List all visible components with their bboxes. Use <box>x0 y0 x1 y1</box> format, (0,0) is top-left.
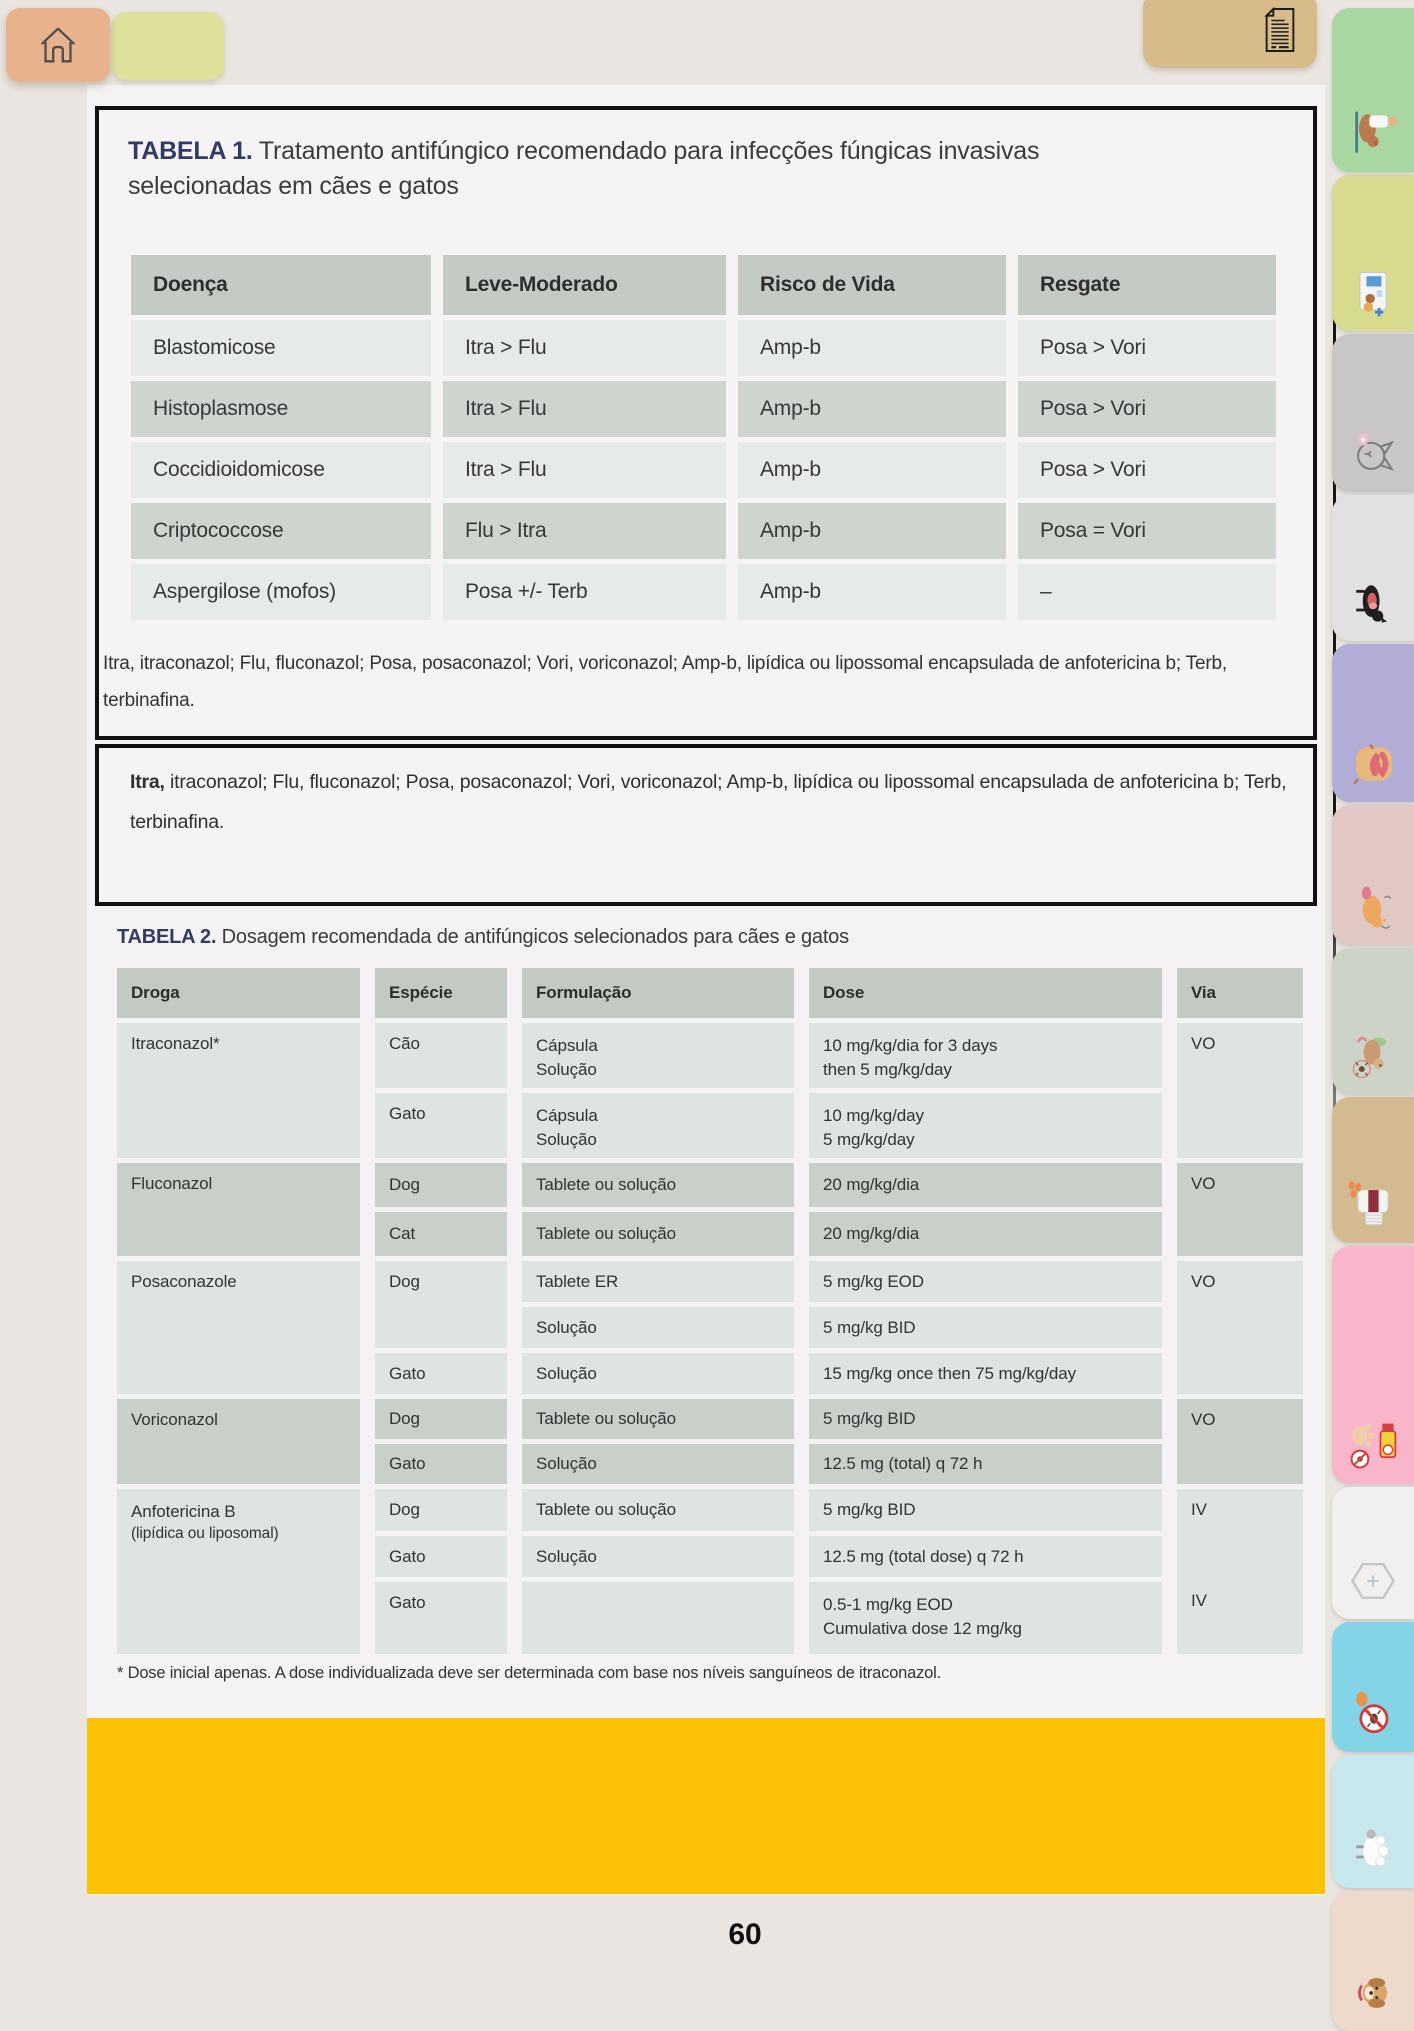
t2-cell-species: Dog <box>375 1163 507 1207</box>
table1-cell: Coccidioidomicose <box>131 442 431 498</box>
t2-cell-formulation: Solução <box>522 1536 794 1577</box>
possum-and-tick-illustration <box>1345 1028 1401 1084</box>
sidebar-tab-cat-sketch[interactable] <box>1332 334 1414 492</box>
t2-cell-formulation: Tablete ou solução <box>522 1163 794 1207</box>
table2-group-anfotericina <box>117 1489 1303 1654</box>
sidebar-tab-dog-anatomy[interactable] <box>1332 495 1414 641</box>
t2-cell-dose: 15 mg/kg once then 75 mg/kg/day <box>809 1353 1162 1394</box>
table1-cell: Amp-b <box>738 320 1006 376</box>
table2-header-formulation: Formulação <box>522 968 794 1018</box>
t2-cell-route: IV IV <box>1177 1489 1303 1654</box>
table1-cell: Amp-b <box>738 442 1006 498</box>
t2-cell-species: Cão <box>375 1023 507 1088</box>
t2-cell-dose: 5 mg/kg BID <box>809 1399 1162 1439</box>
table1-title-label: TABELA 1. <box>128 137 253 165</box>
no-flea-sign-illustration <box>1345 1686 1401 1742</box>
table2-group-posaconazole <box>117 1261 1303 1394</box>
t2-cell-drug: Itraconazol* <box>117 1023 360 1158</box>
sidebar-tab-cat-hairball[interactable] <box>1332 805 1414 945</box>
t2-cell-drug: Fluconazol <box>117 1163 360 1256</box>
table1-cell: Histoplasmose <box>131 381 431 437</box>
table1-cell: Amp-b <box>738 564 1006 620</box>
cat-hairball-illustration <box>1345 879 1401 935</box>
t2-cell-species: Gato <box>375 1582 507 1654</box>
t2-cell-species: Dog <box>375 1489 507 1531</box>
table2-header-route: Via <box>1177 968 1303 1018</box>
yellow-highlight-block <box>87 1718 1325 1894</box>
table1-header-risk: Risco de Vida <box>738 255 1006 315</box>
table1-cell: Flu > Itra <box>443 503 726 559</box>
t2-cell-dose: 10 mg/kg/day 5 mg/kg/day <box>809 1093 1162 1158</box>
bookmark-tab-button[interactable] <box>112 12 224 80</box>
table1-cell: Posa > Vori <box>1018 320 1276 376</box>
table1-title-text: Tratamento antifúngico recomendado para infecções fúngicas invasivas selecionadas em cães e gatos <box>128 137 1040 200</box>
table1-header-mild: Leve-Moderado <box>443 255 726 315</box>
t2-cell-route: VO <box>1177 1399 1303 1484</box>
table2-header-drug: Droga <box>117 968 360 1018</box>
table2-header-species: Espécie <box>375 968 507 1018</box>
t2-cell-formulation: Cápsula Solução <box>522 1093 794 1158</box>
t2-cell-dose: 12.5 mg (total) q 72 h <box>809 1444 1162 1484</box>
table2-footnote: * Dose inicial apenas. A dose individualizada deve ser determinada com base nos níveis sanguíneos de itraconazol. <box>117 1664 942 1682</box>
t2-cell-formulation: Solução <box>522 1307 794 1348</box>
t2-cell-species: Gato <box>375 1536 507 1577</box>
table1-footnote: Itra, itraconazol; Flu, fluconazol; Posa, posaconazol; Vori, voriconazol; Amp-b, lipídica ou lipossomal encapsulada de anfotericina b; Terb, terbinafina. <box>103 653 1227 711</box>
sidebar-tab-possum-tick[interactable] <box>1332 948 1414 1094</box>
table1-cell: Posa +/- Terb <box>443 564 726 620</box>
t2-cell-species: Gato <box>375 1444 507 1484</box>
table1-cell: – <box>1018 564 1276 620</box>
document-icon <box>1259 4 1301 56</box>
table2-group-itraconazol <box>117 1023 1303 1158</box>
t2-cell-drug: Anfotericina B (lipídica ou liposomal) <box>117 1489 360 1654</box>
home-button[interactable] <box>6 8 110 82</box>
t2-cell-formulation: Solução <box>522 1353 794 1394</box>
t2-cell-dose: 5 mg/kg EOD <box>809 1261 1162 1302</box>
t2-cell-species: Cat <box>375 1212 507 1256</box>
t2-cell-formulation: Tablete ou solução <box>522 1399 794 1439</box>
vet-clinic-illustration <box>1345 265 1401 321</box>
table2-title-text: Dosagem recomendada de antifúngicos selecionados para cães e gatos <box>216 926 849 948</box>
t2-cell-route: VO <box>1177 1261 1303 1394</box>
t2-cell-dose: 5 mg/kg BID <box>809 1489 1162 1531</box>
t2-cell-species: Dog <box>375 1261 507 1348</box>
t2-cell-species: Gato <box>375 1353 507 1394</box>
table2-group-voriconazol <box>117 1399 1303 1484</box>
t2-cell-formulation: Tablete ou solução <box>522 1212 794 1256</box>
intestines-illustration <box>1345 736 1401 792</box>
table2-header-row <box>117 968 1303 1018</box>
t2-cell-formulation: Tablete ER <box>522 1261 794 1302</box>
sheep-illustration <box>1345 1822 1401 1878</box>
t2-cell-dose: 0.5-1 mg/kg EOD Cumulativa dose 12 mg/kg <box>809 1582 1162 1654</box>
table1-cell: Posa = Vori <box>1018 503 1276 559</box>
sidebar-tab-dog-vet[interactable] <box>1332 8 1414 172</box>
table1-cell: Itra > Flu <box>443 320 726 376</box>
table1-header-disease: Doença <box>131 255 431 315</box>
sidebar-tabs <box>1344 8 1414 2031</box>
table1-cell: Criptococcose <box>131 503 431 559</box>
t2-cell-formulation: Solução <box>522 1444 794 1484</box>
t2-cell-formulation: Cápsula Solução <box>522 1023 794 1088</box>
table2-group-fluconazol <box>117 1163 1303 1256</box>
t2-cell-route-secondary: IV <box>1191 1591 1207 1610</box>
hexagon-badge-illustration <box>1345 1553 1401 1609</box>
table1-cell: Amp-b <box>738 381 1006 437</box>
sidebar-tab-sheep[interactable] <box>1332 1755 1414 1888</box>
sidebar-tab-vet-clinic[interactable] <box>1332 175 1414 331</box>
ointment-and-paw-illustration <box>1345 1418 1401 1474</box>
t2-cell-dose: 20 mg/kg/dia <box>809 1163 1162 1207</box>
t2-cell-route: VO <box>1177 1163 1303 1256</box>
pill-bottle-illustration <box>1345 1177 1401 1233</box>
puppy-illustration <box>1345 1965 1401 2021</box>
table1-cell: Itra > Flu <box>443 381 726 437</box>
notes-button[interactable] <box>1143 0 1317 68</box>
table1-header-rescue: Resgate <box>1018 255 1276 315</box>
table2-title <box>117 926 849 949</box>
note-body: itraconazol; Flu, fluconazol; Posa, posaconazol; Vori, voriconazol; Amp-b, lipídica ou lipossomal encapsulada de anfotericina b; Terb, terbinafina. <box>130 771 1287 833</box>
table2-header-dose: Dose <box>809 968 1162 1018</box>
page-number: 60 <box>728 1918 762 1951</box>
table1-cell: Itra > Flu <box>443 442 726 498</box>
sidebar-tab-intestines[interactable] <box>1332 644 1414 802</box>
t2-cell-dose: 20 mg/kg/dia <box>809 1212 1162 1256</box>
t2-cell-dose: 12.5 mg (total dose) q 72 h <box>809 1536 1162 1577</box>
t2-cell-species: Gato <box>375 1093 507 1158</box>
table1 <box>131 255 1276 620</box>
sidebar-tab-no-flea[interactable] <box>1332 1622 1414 1752</box>
table1-cell: Amp-b <box>738 503 1006 559</box>
dog-anatomy-illustration <box>1345 575 1401 631</box>
note-text <box>130 762 1300 842</box>
home-icon <box>35 22 81 68</box>
table1-cell: Aspergilose (mofos) <box>131 564 431 620</box>
sidebar-tab-puppy[interactable] <box>1332 1891 1414 2031</box>
t2-cell-dose: 10 mg/kg/dia for 3 days then 5 mg/kg/day <box>809 1023 1162 1088</box>
table1-title <box>128 134 1048 204</box>
sidebar-tab-pill-bottle[interactable] <box>1332 1097 1414 1243</box>
table2-title-label: TABELA 2. <box>117 926 217 948</box>
t2-cell-drug: Posaconazole <box>117 1261 360 1394</box>
t2-cell-formulation: Tablete ou solução <box>522 1489 794 1531</box>
table2 <box>117 968 1303 1659</box>
note-lead: Itra, <box>130 771 165 793</box>
dog-with-vet-illustration <box>1345 106 1401 162</box>
cat-sketch-illustration <box>1345 426 1401 482</box>
t2-cell-formulation <box>522 1582 794 1654</box>
table1-cell: Blastomicose <box>131 320 431 376</box>
t2-cell-species: Dog <box>375 1399 507 1439</box>
t2-cell-route: VO <box>1177 1023 1303 1158</box>
sidebar-tab-hexagon-badge[interactable] <box>1332 1487 1414 1619</box>
sidebar-tab-ointment-paw[interactable] <box>1332 1246 1414 1484</box>
table1-cell: Posa > Vori <box>1018 442 1276 498</box>
t2-cell-drug: Voriconazol <box>117 1399 360 1484</box>
t2-cell-dose: 5 mg/kg BID <box>809 1307 1162 1348</box>
table1-cell: Posa > Vori <box>1018 381 1276 437</box>
